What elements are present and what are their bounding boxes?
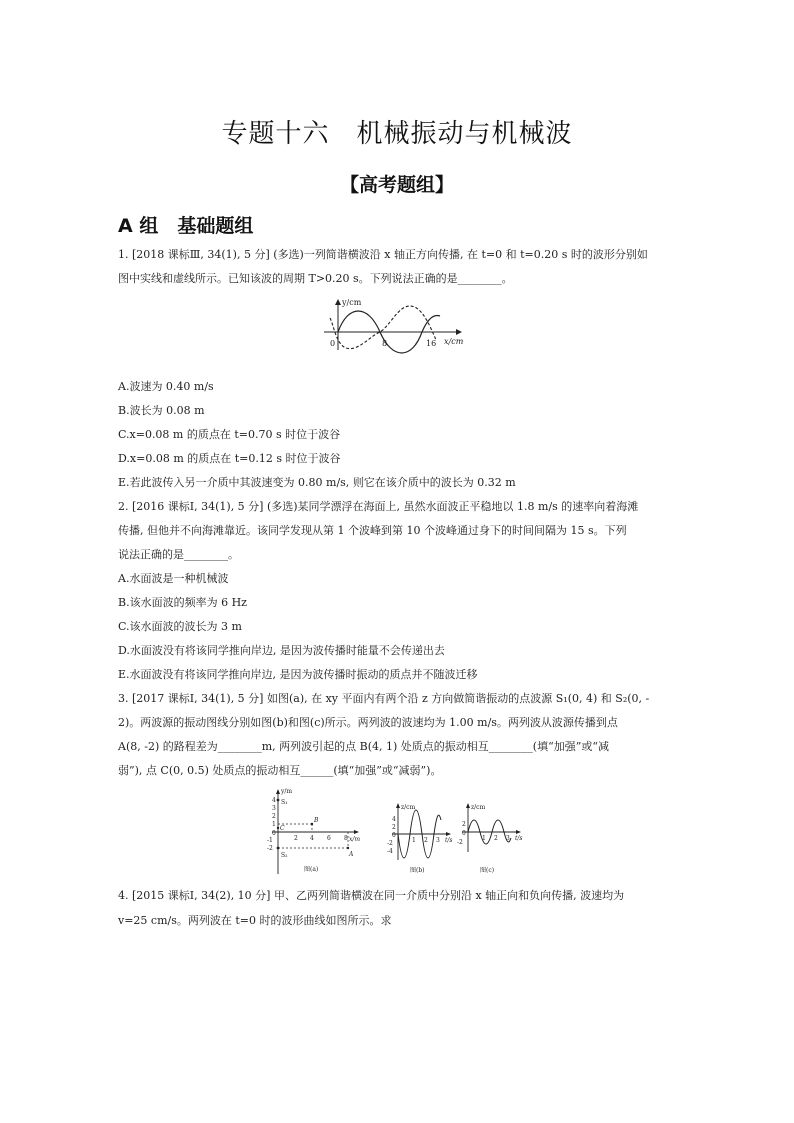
q2-option-d: D.水面波没有将该同学推向岸边, 是因为波传播时能量不会传递出去 [118,644,445,657]
y-tick-2: 2 [392,824,396,831]
x-tick-2: 2 [494,835,498,842]
y-tick-minus-2: -2 [457,839,463,846]
y-axis-arrow [335,299,341,305]
q2-stem-line-2: 传播, 但他并不向海滩靠近。该同学发现从第 1 个波峰到第 10 个波峰通过身下的时间间隔为 15 s。下列 [118,524,627,537]
q4-stem-line-2: v=25 cm/s。两列波在 t=0 时的波形曲线如图所示。求 [118,914,392,927]
y-axis-label: z/cm [471,804,486,811]
label-b: B [314,817,319,824]
q1-option-c: C.x=0.08 m 的质点在 t=0.70 s 时位于波谷 [118,428,341,441]
q1-stem-line-1: 1. [2018 课标Ⅲ, 34(1), 5 分] (多选)一列简谐横波沿 x 轴正方向传播, 在 t=0 和 t=0.20 s 时的波形分别如 [118,248,648,261]
x-axis-label: t/s [515,835,523,842]
x-axis-arrow [456,329,462,335]
point-c [277,827,279,829]
x-axis-label: x/cm [444,337,464,346]
q2-option-a: A.水面波是一种机械波 [118,572,229,585]
group-heading: A 组 基础题组 [118,215,254,237]
point-a [347,847,349,849]
y-tick-minus-1: -1 [267,837,273,844]
x-axis-arrow [354,830,359,834]
q1-option-a: A.波速为 0.40 m/s [118,380,214,393]
label-a: A [349,851,354,858]
point-b [311,823,313,825]
x-tick-1: 1 [412,837,416,844]
caption-b: 图(b) [410,867,425,874]
q1-wave-figure [318,296,468,354]
x-tick-4: 4 [310,835,314,842]
y-axis-arrow [466,803,470,808]
x-tick-2: 2 [294,835,298,842]
x-axis-arrow [446,832,451,836]
q2-option-c: C.该水面波的波长为 3 m [118,620,242,633]
q2-option-b: B.该水面波的频率为 6 Hz [118,596,247,609]
x-tick-3: 3 [506,835,510,842]
caption-c: 图(c) [480,867,495,874]
q4-stem-line-1: 4. [2015 课标Ⅰ, 34(2), 10 分] 甲、乙两列简谐横波在同一介质中分别沿 x 轴正向和负向传播, 波速均为 [118,889,625,902]
q2-option-e: E.水面波没有将该同学推向岸边, 是因为波传播时振动的质点并不随波迁移 [118,668,478,681]
y-axis-label: z/cm [401,804,416,811]
q1-option-b: B.波长为 0.08 m [118,404,205,417]
x-axis-label: x/m [349,836,361,843]
y-tick-minus-2: -2 [267,845,273,852]
label-s1: S₁ [281,799,288,806]
y-tick-2: 2 [272,813,276,820]
y-axis-label: y/cm [342,298,362,307]
tick-label-8: 8 [382,339,388,348]
x-tick-6: 6 [327,835,331,842]
source-s1-point [277,799,280,802]
q3-figure-b [384,802,458,878]
y-tick-1: 1 [272,821,276,828]
q1-option-e: E.若此波传入另一介质中其波速变为 0.80 m/s, 则它在该介质中的波长为 0.32 m [118,476,516,489]
q3-stem-line-1: 3. [2017 课标Ⅰ, 34(1), 5 分] 如图(a), 在 xy 平面内有两个沿 z 方向做简谐振动的点波源 S₁(0, 4) 和 S₂(0, - [118,692,650,705]
page-title: 专题十六 机械振动与机械波 [221,119,573,149]
x-tick-3: 3 [436,837,440,844]
q2-stem-line-1: 2. [2016 课标Ⅰ, 34(1), 5 分] (多选)某同学漂浮在海面上, 虽然水面波正平稳地以 1.8 m/s 的速率向着海滩 [118,500,639,513]
q3-stem-line-2: 2)。两波源的振动图线分别如图(b)和图(c)所示。两列波的波速均为 1.00 m/s。两列波从波源传播到点 [118,716,618,729]
y-tick-2: 2 [462,821,466,828]
y-tick-3: 3 [272,805,276,812]
y-axis-arrow [396,803,400,808]
x-tick-2: 2 [424,837,428,844]
y-tick-4: 4 [272,797,276,804]
caption-a: 图(a) [304,866,319,873]
q1-stem-line-2: 图中实线和虚线所示。已知该波的周期 T>0.20 s。下列说法正确的是________。 [118,272,513,285]
tick-label-16: 16 [426,339,437,348]
x-tick-1: 1 [482,835,486,842]
origin-label: 0 [330,339,336,348]
q1-option-d: D.x=0.08 m 的质点在 t=0.12 s 时位于波谷 [118,452,341,465]
x-axis-label: t/s [445,837,453,844]
y-axis-label: y/m [281,788,293,795]
y-tick-0: 0 [462,830,466,837]
y-axis-arrow [276,789,280,794]
q3-stem-line-3: A(8, -2) 的路程差为________m, 两列波引起的点 B(4, 1) 处质点的振动相互________(填“加强”或“减 [118,740,609,753]
q3-stem-line-4: 弱”), 点 C(0, 0.5) 处质点的振动相互______(填“加强”或“减弱”)。 [118,764,442,777]
label-c: C [280,825,285,832]
y-tick-4: 4 [392,816,396,823]
q2-stem-line-3: 说法正确的是________。 [118,548,239,561]
q3-figure-c [456,802,530,878]
label-s2: S₂ [281,852,288,859]
y-tick-minus-4: -4 [387,848,393,855]
q3-figure-a [262,786,368,878]
source-s2-point [277,847,280,850]
x-axis-arrow [516,830,521,834]
y-tick-0: 0 [392,832,396,839]
section-subtitle: 【高考题组】 [339,174,454,196]
y-tick-0: 0 [272,830,276,837]
y-tick-minus-2: -2 [387,840,393,847]
x-tick-8: 8 [344,835,348,842]
